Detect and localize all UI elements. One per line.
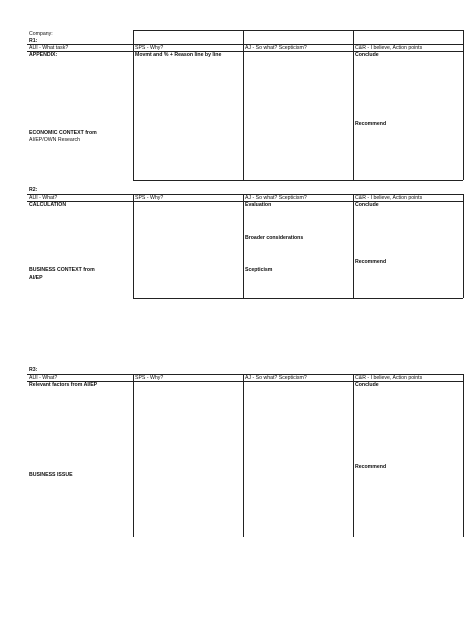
r1-header-cr: C&R - I believe, Action points <box>355 45 423 51</box>
r3-header-cr: C&R - I believe, Action points <box>355 375 423 381</box>
r3-label: R3: <box>29 367 38 373</box>
company-label: Company: <box>29 31 53 37</box>
r2-scepticism: Scepticism <box>245 267 273 273</box>
r3-col-divider-3 <box>353 374 354 537</box>
r1-appendix: APPENDIX: <box>29 52 58 58</box>
r2-col-divider-2 <box>243 194 244 298</box>
r2-business-context: BUSINESS CONTEXT from <box>29 267 95 273</box>
r2-broader-considerations: Broader considerations <box>245 235 304 241</box>
r3-right-edge <box>463 374 464 537</box>
r3-recommend: Recommend <box>355 464 387 470</box>
r3-header-aui: AUI - What? <box>29 375 58 381</box>
r2-business-source: AI/EP <box>29 275 43 281</box>
r1-right-edge <box>463 30 464 180</box>
r3-relevant-factors: Relevant factors from AI/EP <box>29 382 98 388</box>
r1-bottom-rule <box>133 180 463 181</box>
r2-calculation: CALCULATION <box>29 202 67 208</box>
r1-top-rule <box>133 30 463 31</box>
r2-label: R2: <box>29 187 38 193</box>
r3-header-aj: AJ - So what? Scepticism? <box>245 375 307 381</box>
r2-header-aui: AUI - What? <box>29 195 58 201</box>
r3-header-sps: SPS - Why? <box>135 375 164 381</box>
r3-col-divider-1 <box>133 374 134 537</box>
r2-evaluation: Evaluation <box>245 202 272 208</box>
r1-conclude: Conclude <box>355 52 379 58</box>
r1-col-divider-3 <box>353 30 354 180</box>
r3-col-divider-2 <box>243 374 244 537</box>
r1-economic-context: ECONOMIC CONTEXT from <box>29 130 97 136</box>
r2-col-divider-3 <box>353 194 354 298</box>
r2-conclude: Conclude <box>355 202 379 208</box>
r2-right-edge <box>463 194 464 298</box>
r2-header-cr: C&R - I believe, Action points <box>355 195 423 201</box>
r1-col-divider-2 <box>243 30 244 180</box>
r3-business-issue: BUSINESS ISSUE <box>29 472 73 478</box>
r3-conclude: Conclude <box>355 382 379 388</box>
r2-bottom-rule <box>133 298 463 299</box>
r1-col-divider-1 <box>133 30 134 180</box>
r1-header-aui: AUI - What task? <box>29 45 69 51</box>
r2-header-aj: AJ - So what? Scepticism? <box>245 195 307 201</box>
r1-movement-note: Movmt and % + Reason line by line <box>135 52 222 58</box>
r2-col-divider-1 <box>133 194 134 298</box>
r2-header-sps: SPS - Why? <box>135 195 164 201</box>
r1-header-bottom-rule <box>27 51 463 52</box>
r1-recommend: Recommend <box>355 121 387 127</box>
r1-header-aj: AJ - So what? Scepticism? <box>245 45 307 51</box>
r1-label: R1: <box>29 38 38 44</box>
r1-header-sps: SPS - Why? <box>135 45 164 51</box>
r1-research-source: AI/EP/OWN Research <box>29 137 81 143</box>
r2-recommend: Recommend <box>355 259 387 265</box>
